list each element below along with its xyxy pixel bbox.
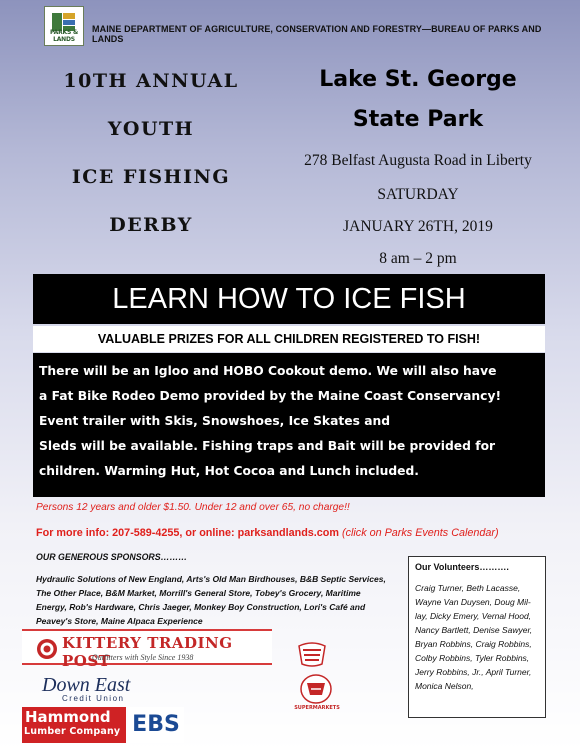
down-east-credit-union-logo (22, 674, 182, 704)
volunteers-heading: Our Volunteers………. (415, 562, 509, 572)
derby-title-line-2: YOUTH (107, 118, 195, 140)
park-name-line-1: Lake St. George (319, 67, 517, 92)
target-icon (36, 638, 58, 660)
event-time: 8 am – 2 pm (379, 250, 457, 267)
kittery-name: KITTERY TRADING POST (62, 634, 233, 670)
volunteers-box (408, 556, 546, 718)
downeast-name: Down East (42, 674, 131, 696)
park-name (262, 60, 574, 140)
more-info (36, 527, 499, 539)
event-date: JANUARY 26TH, 2019 (343, 218, 493, 235)
details-line-3: Event trailer with Skis, Snowshoes, Ice Skates and (39, 414, 391, 428)
park-name-line-2: State Park (352, 107, 484, 132)
kittery-trading-post-logo (22, 629, 272, 670)
event-details-box (33, 353, 545, 497)
department-name: MAINE DEPARTMENT OF AGRICULTURE, CONSERVATION AND FORESTRY—BUREAU OF PARKS AND LANDS (92, 24, 542, 44)
hannaford-logo (294, 673, 338, 717)
derby-title-line-4: DERBY (109, 214, 193, 236)
hannaford-emblem-icon (294, 673, 338, 705)
prizes-strip: VALUABLE PRIZES FOR ALL CHILDREN REGISTERED TO FISH! (33, 326, 545, 352)
event-address: 278 Belfast Augusta Road in Liberty (304, 152, 532, 169)
derby-title-line-1: 10TH ANNUAL (63, 70, 239, 92)
more-info-hint: (click on Parks Events Calendar) (342, 527, 499, 539)
fee-notice: Persons 12 years and older $1.50. Under 12 and over 65, no charge!! (36, 502, 350, 513)
more-info-text: For more info: 207-589-4255, or online: parksandlands.com (36, 527, 339, 539)
hammond-name: Hammond (25, 708, 111, 726)
ebs-logo: EBS (128, 707, 184, 743)
parks-and-lands-logo (44, 6, 84, 46)
details-line-5: children. Warming Hut, Hot Cocoa and Lunch included. (39, 464, 419, 478)
hannaford-caption: SUPERMARKETS (294, 705, 340, 711)
kittery-tagline: Outfitters with Style Since 1938 (92, 653, 194, 662)
derby-title-line-3: ICE FISHING (71, 166, 231, 188)
logo-caption: PARKS & LANDS (49, 29, 78, 43)
event-day: SATURDAY (377, 186, 459, 203)
hammond-subtitle: Lumber Company (24, 726, 121, 737)
wicked-joe-logo-icon (296, 640, 328, 668)
details-line-4: Sleds will be available. Fishing traps and Bait will be provided for (39, 439, 496, 453)
headline-banner: LEARN HOW TO ICE FISH (33, 274, 545, 324)
hammond-lumber-logo (22, 707, 126, 743)
downeast-subtitle: Credit Union (62, 694, 125, 703)
sponsors-list: Hydraulic Solutions of New England, Arts's Old Man Birdhouses, B&B Septic Services, The Other Place, B&M Market, Morrill's General Store, Tobey's Grocery, Maritime Energy, Rob's Hardware, Chris Jaeger, Monkey Boy Construction, Lori's Café and Peavey's Store, Maine Alpaca Experience (36, 574, 386, 626)
details-line-2: a Fat Bike Rodeo Demo provided by the Maine Coast Conservancy! (39, 389, 502, 403)
details-line-1: There will be an Igloo and HOBO Cookout demo. We will also have (39, 364, 497, 378)
sponsors-heading: OUR GENEROUS SPONSORS……… (36, 552, 188, 562)
volunteers-names: Craig Turner, Beth Lacasse, Wayne Van Duysen, Doug Mil-lay, Dicky Emery, Vernal Hood, Nancy Bartlett, Denise Sawyer, Bryan Robbins, Craig Robbins, Colby Robbins, Tyler Robbins, Jerry Robbins, Jr., April Turner, Monica Nelson, (415, 583, 533, 691)
